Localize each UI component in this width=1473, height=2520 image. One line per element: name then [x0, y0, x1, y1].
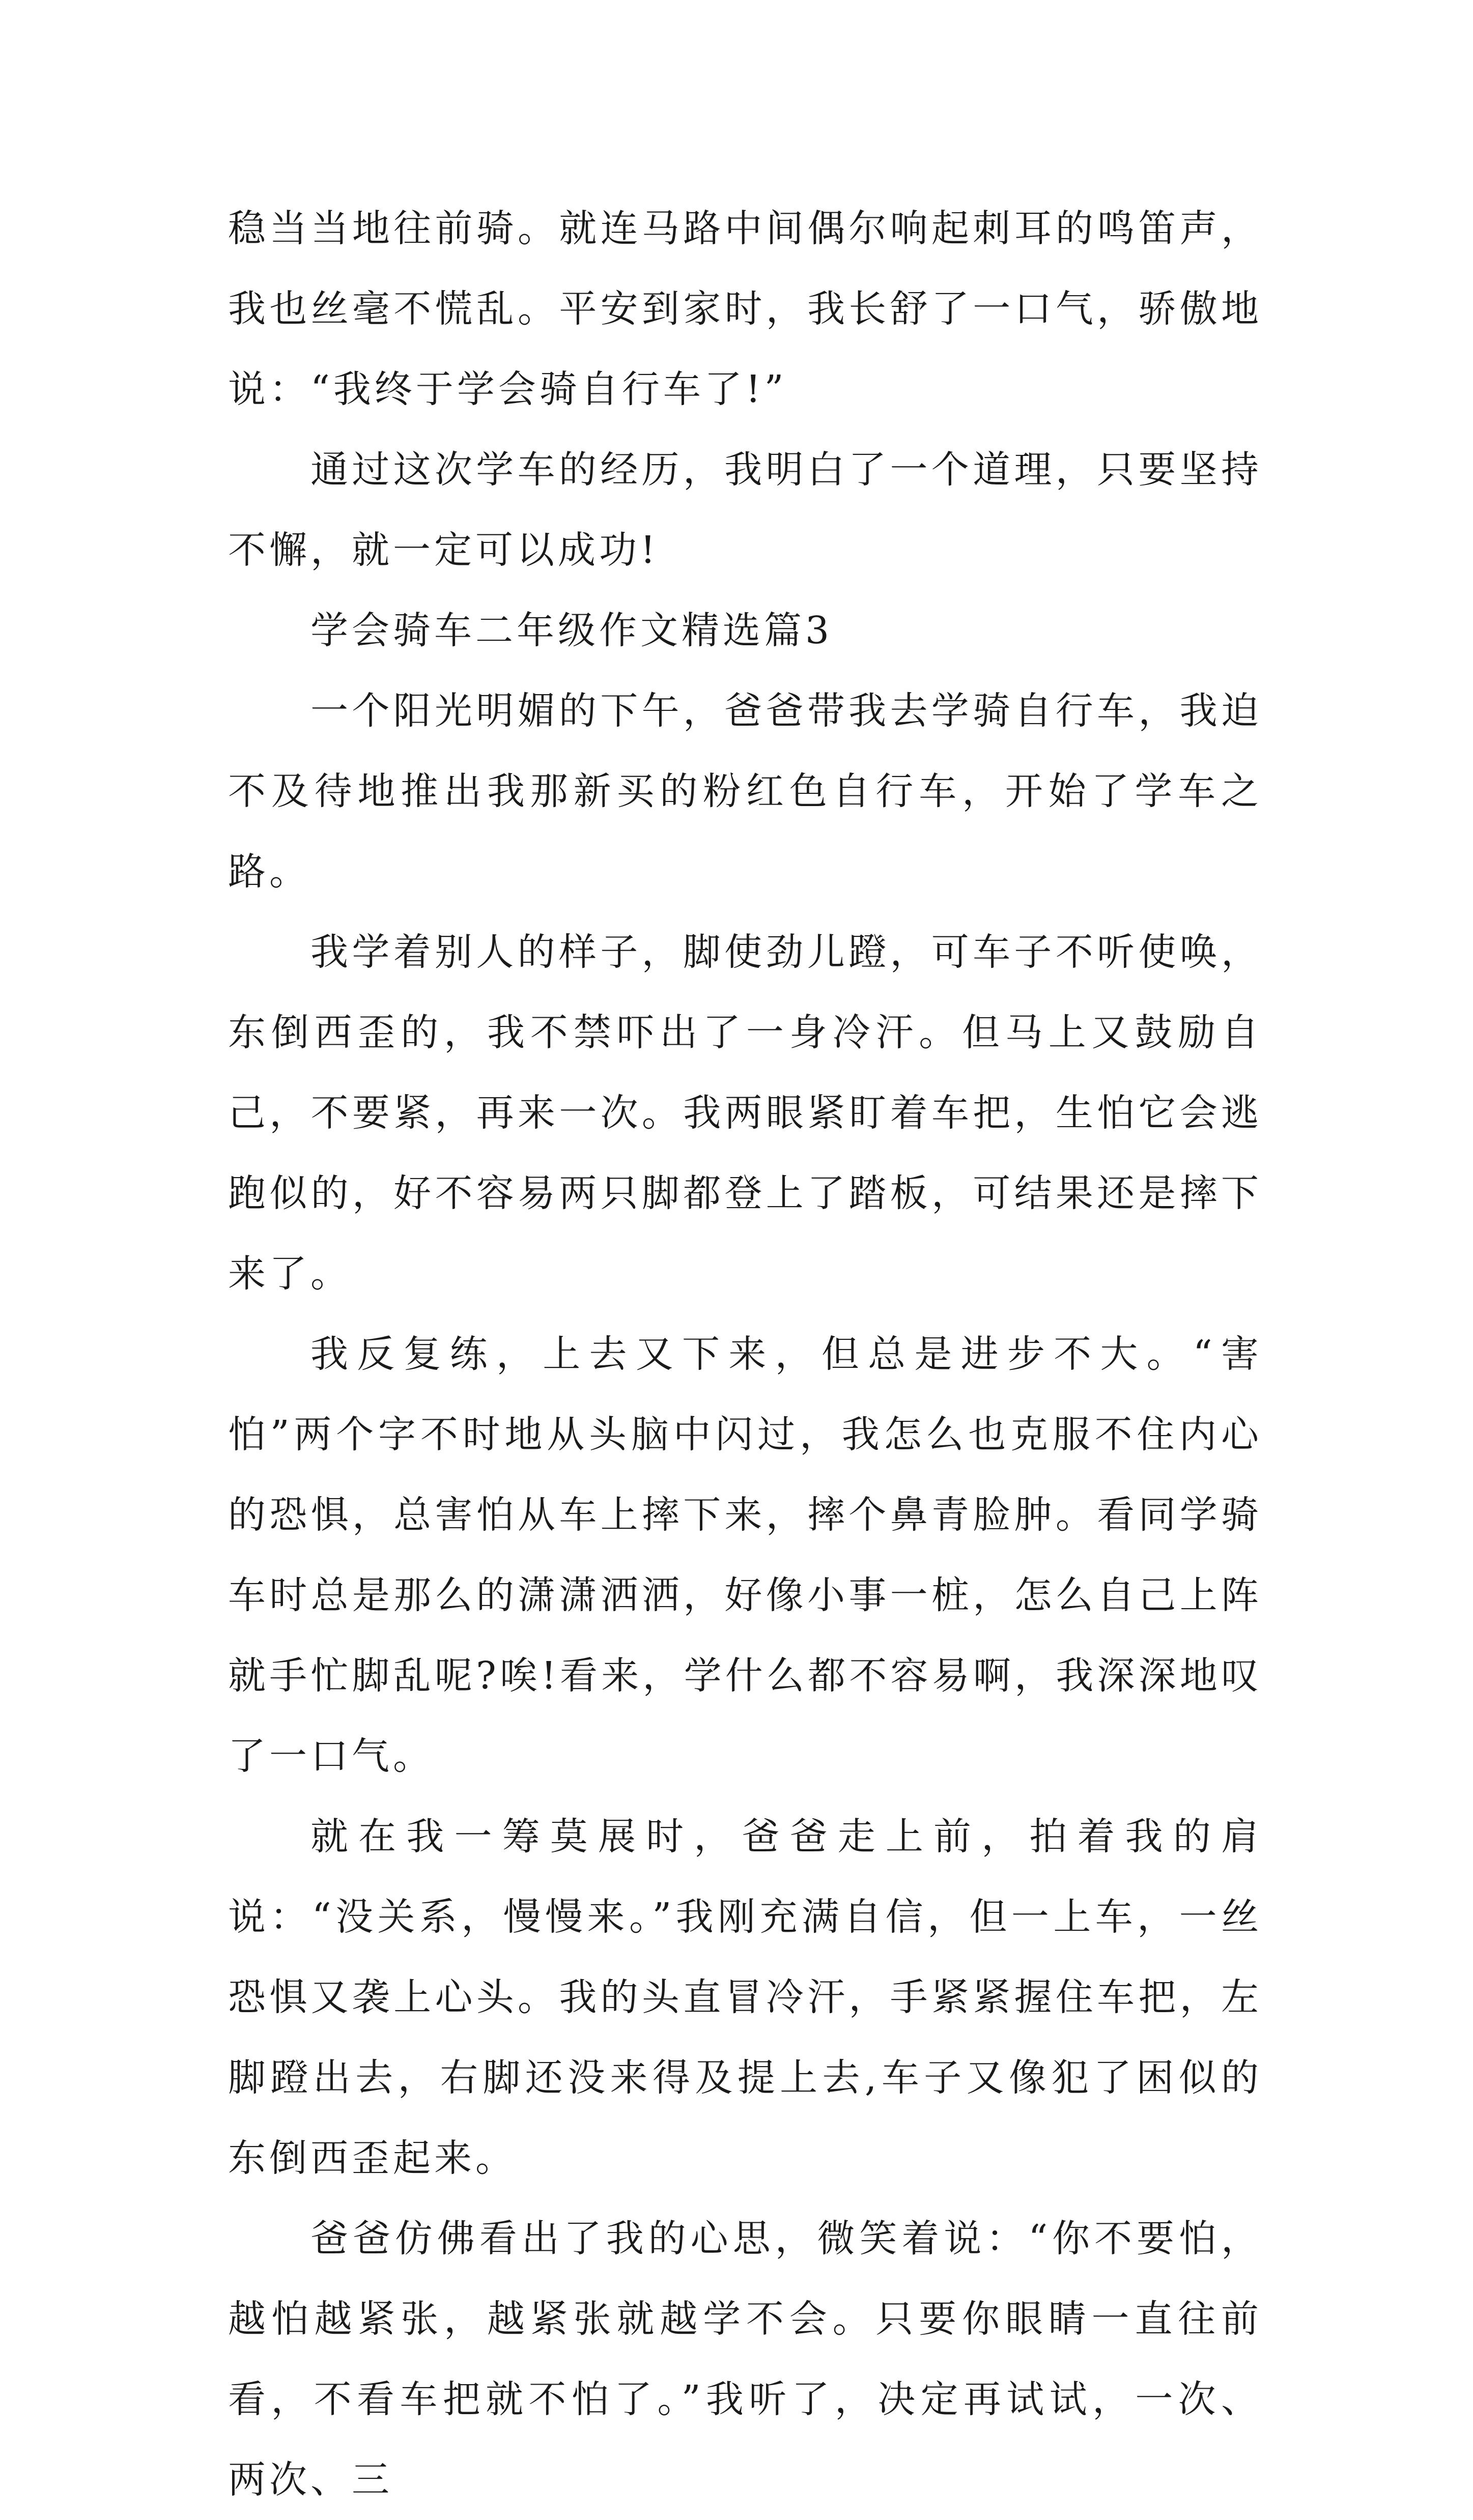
paragraph: 我学着别人的样子，脚使劲儿蹬，可车子不听使唤，东倒西歪的，我不禁吓出了一身冷汗。但马上又鼓励自己，不要紧，再来一次。我两眼紧盯着车把，生怕它会逃跑似的，好不容易两只脚都登上了踏板，可结果还是摔下来了。 — [228, 930, 1262, 1296]
paragraph: 爸爸仿佛看出了我的心思，微笑着说：“你不要怕，越怕越紧张，越紧张就越学不会。只要你眼睛一直往前看，不看车把就不怕了。”我听了，决定再试试，一次、两次、三 — [228, 2217, 1262, 2502]
document-body — [228, 188, 1262, 2520]
paragraph: 一个阳光明媚的下午，爸爸带我去学骑自行车，我迫不及待地推出我那新买的粉红色自行车，开始了学车之路。 — [228, 689, 1262, 894]
paragraph: 我反复练，上去又下来，但总是进步不大。“害怕”两个字不时地从头脑中闪过，我怎么也克服不住内心的恐惧，总害怕从车上摔下来，摔个鼻青脸肿。看同学骑车时总是那么的潇潇洒洒，好像小事一桩，怎么自己上阵就手忙脚乱呢?唉!看来，学什么都不容易啊，我深深地叹了一口气。 — [228, 1332, 1262, 1778]
paragraph-conclusion: 通过这次学车的经历，我明白了一个道理，只要坚持不懈，就一定可以成功! — [228, 448, 1262, 572]
paragraph-continuation: 稳当当地往前骑。就连马路中间偶尔响起刺耳的鸣笛声，我也丝毫不慌乱。平安到家时，我长舒了一口气，骄傲地说：“我终于学会骑自行车了!” — [228, 207, 1262, 411]
section-heading: 学会骑车二年级作文精选篇3 — [310, 609, 833, 652]
paragraph: 就在我一筹莫展时，爸爸走上前，拍着我的肩说：“没关系，慢慢来。”我刚充满自信，但一上车，一丝恐惧又袭上心头。我的头直冒冷汗，手紧紧握住车把，左脚蹬出去，右脚还没来得及提上去,车子又像犯了困似的东倒西歪起来。 — [228, 1815, 1262, 2180]
